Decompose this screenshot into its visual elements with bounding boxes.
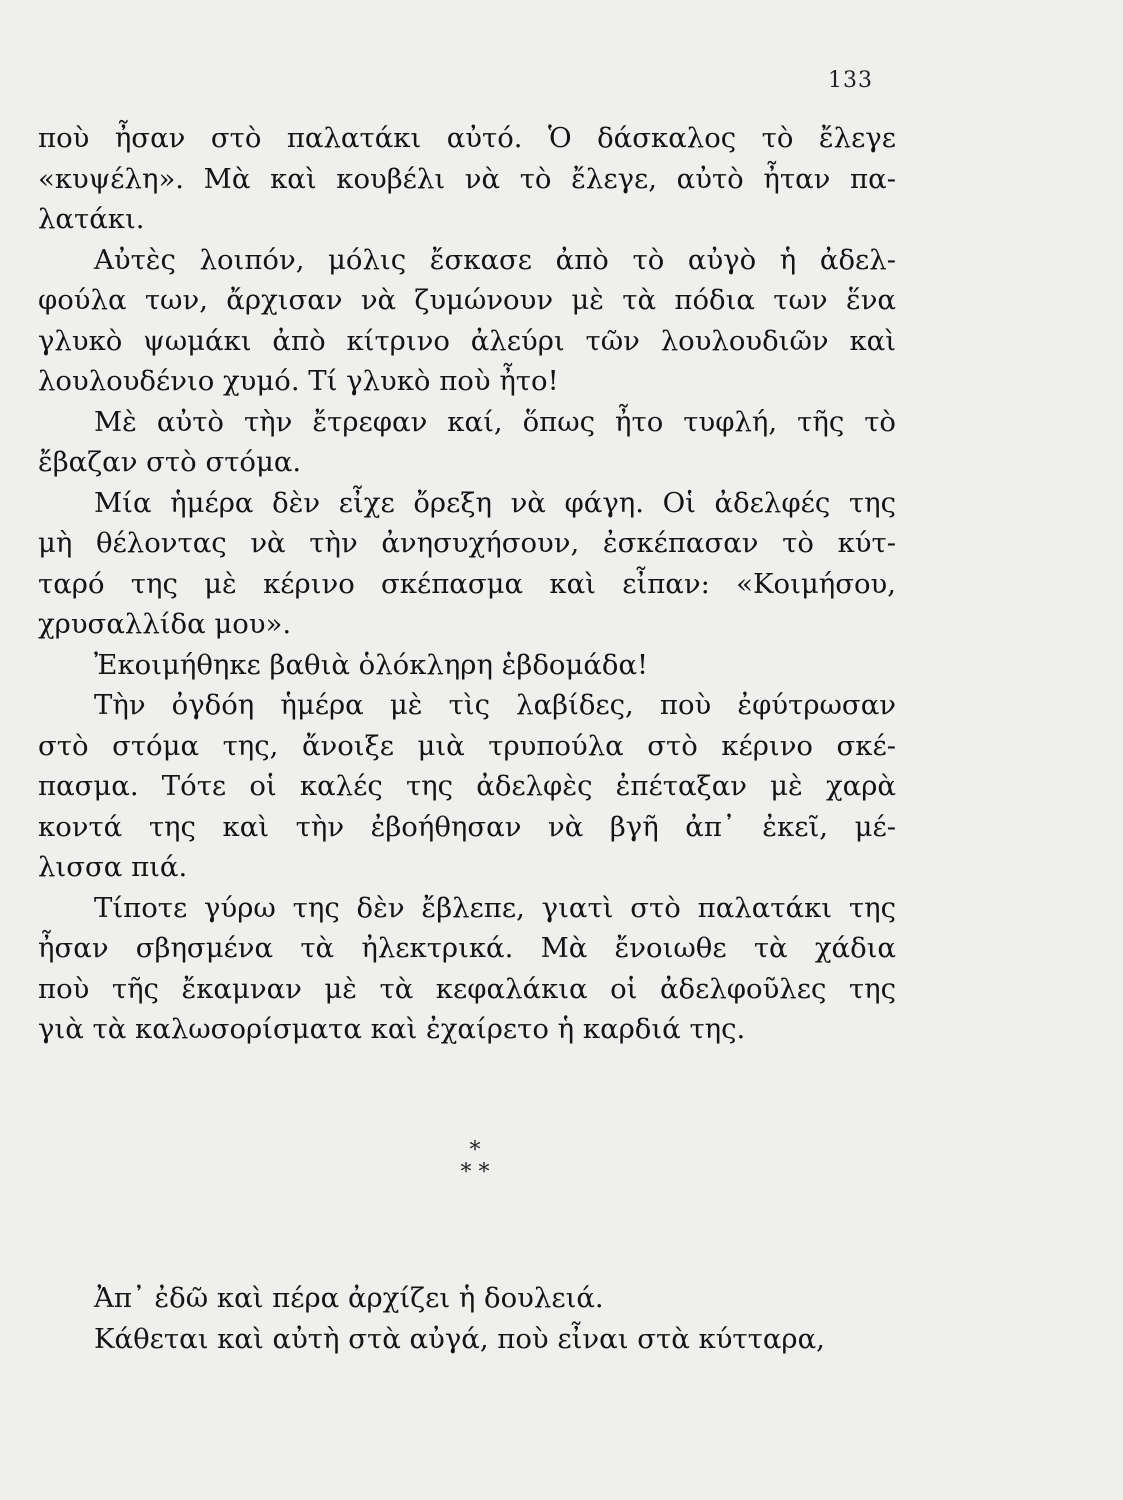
text-line: χρυσαλλίδα μου». (38, 608, 292, 640)
body-text (38, 118, 896, 1050)
text-line: Μὲ αὐτὸ τὴν ἔτρεφαν καί, ὅπως ἦτο τυφλή, τῆς τὸ (94, 405, 896, 438)
section-text (38, 1278, 896, 1359)
text-line: «κυψέλη». Μὰ καὶ κουβέλι νὰ τὸ ἔλεγε, αὐτὸ ἦταν πα- (38, 162, 896, 195)
text-line: φούλα των, ἄρχισαν νὰ ζυμώνουν μὲ τὰ πόδια των ἕνα (38, 284, 896, 316)
separator-top-asterisk: * (469, 1138, 481, 1163)
page-number: 133 (828, 68, 873, 93)
text-line: λατάκι. (38, 203, 145, 235)
text-line: ἔβαζαν στὸ στόμα. (38, 446, 302, 478)
text-line: πασμα. Τότε οἱ καλές της ἀδελφὲς ἐπέταξαν μὲ χαρὰ (38, 770, 896, 802)
text-line: Κάθεται καὶ αὐτὴ στὰ αὐγά, ποὺ εἶναι στὰ κύτταρα, (94, 1322, 825, 1355)
text-line: ταρό της μὲ κέρινο σκέπασμα καὶ εἶπαν: «Κοιμήσου, (38, 567, 896, 600)
text-line: Ἀπ᾿ ἐδῶ καὶ πέρα ἀρχίζει ἡ δουλειά. (94, 1282, 604, 1314)
text-line: κοντά της καὶ τὴν ἐβοήθησαν νὰ βγῆ ἀπ᾿ ἐκεῖ, μέ- (38, 810, 896, 843)
text-line: Τίποτε γύρω της δὲν ἔβλεπε, γιατὶ στὸ παλατάκι της (94, 891, 896, 924)
text-line: μὴ θέλοντας νὰ τὴν ἀνησυχήσουν, ἐσκέπασαν τὸ κύτ- (38, 527, 896, 559)
separator-bottom-asterisks: * * (460, 1160, 490, 1185)
text-line: Αὐτὲς λοιπόν, μόλις ἔσκασε ἀπὸ τὸ αὐγὸ ἡ ἀδελ- (94, 243, 896, 276)
text-line: Μία ἡμέρα δὲν εἶχε ὄρεξη νὰ φάγη. Οἱ ἀδελφές της (94, 486, 896, 519)
text-line: λισσα πιά. (38, 851, 188, 883)
text-line: ποὺ τῆς ἔκαμναν μὲ τὰ κεφαλάκια οἱ ἀδελφοῦλες της (38, 972, 896, 1005)
text-line: ἦσαν σβησμένα τὰ ἠλεκτρικά. Μὰ ἔνοιωθε τὰ χάδια (38, 932, 896, 964)
text-line: λουλουδένιο χυμό. Τί γλυκὸ ποὺ ἦτο! (38, 365, 559, 397)
text-line: Ἐκοιμήθηκε βαθιὰ ὁλόκληρη ἑβδομάδα! (94, 648, 649, 681)
text-line: ποὺ ἦσαν στὸ παλατάκι αὐτό. Ὁ δάσκαλος τὸ ἔλεγε (38, 122, 896, 154)
text-line: στὸ στόμα της, ἄνοιξε μιὰ τρυπούλα στὸ κέρινο σκέ- (38, 729, 896, 762)
text-line: Τὴν ὀγδόη ἡμέρα μὲ τὶς λαβίδες, ποὺ ἐφύτρωσαν (94, 689, 896, 721)
text-line: γιὰ τὰ καλωσορίσματα καὶ ἐχαίρετο ἡ καρδιά της. (38, 1013, 746, 1045)
text-line: γλυκὸ ψωμάκι ἀπὸ κίτρινο ἀλεύρι τῶν λουλουδιῶν καὶ (38, 324, 896, 357)
section-separator (440, 1140, 510, 1184)
